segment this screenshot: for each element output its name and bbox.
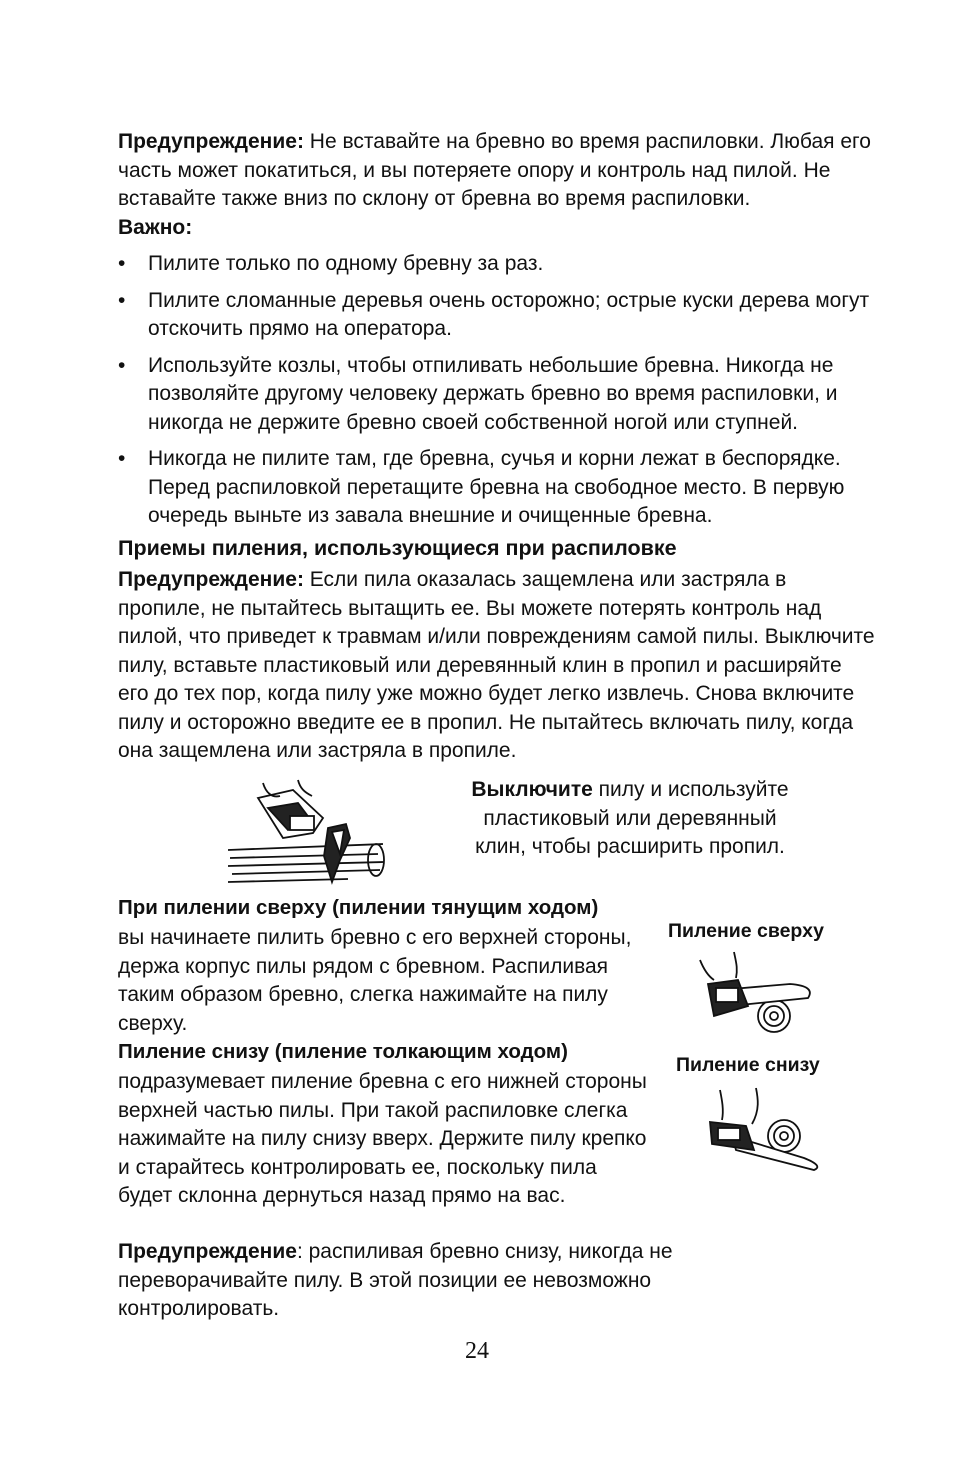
section-heading: Приемы пиления, использующиеся при распиловке <box>118 536 677 560</box>
bullet-icon: • <box>118 252 126 275</box>
undercut-illustration <box>696 1086 826 1174</box>
wedge-caption: Выключите пилу и используйте пластиковый или деревянный клин, чтобы расширить пропил. <box>471 778 789 858</box>
final-warning-label: Предупреждение <box>118 1240 297 1263</box>
final-warning <box>118 1238 678 1324</box>
undercut-heading: Пиление снизу (пиление толкающим ходом) <box>118 1040 568 1063</box>
overcut-figure-label: Пиление сверху <box>668 920 825 942</box>
list-item: • Используйте козлы, чтобы отпиливать небольшие бревна. Никогда не позволяйте другому человеку держать бревно во время распиловки, и никогда не держите бревно своей собственной ногой или ступней. <box>118 353 838 434</box>
overcut-text: вы начинаете пилить бревно с его верхней стороны, держа корпус пилы рядом с бревном. Распиливая таким образом бревно, слегка нажимайте на пилу сверху. <box>118 926 632 1035</box>
bullet-icon: • <box>118 288 126 312</box>
page-number: 24 <box>465 1338 489 1364</box>
intro-warning-text: Не вставайте на бревно во время распиловки. Любая его часть может покатиться, и вы потеряете опору и контроль над пилой. Не вставайте также вниз по склону от бревна во время распиловки. <box>118 130 871 210</box>
final-warning-text: : распиливая бревно снизу, никогда не переворачивайте пилу. В этой позиции ее невозможно контролировать. <box>118 1240 673 1320</box>
intro-warning-label: Предупреждение: <box>118 130 304 153</box>
overcut-illustration <box>690 950 820 1034</box>
important-label: Важно: <box>118 216 193 239</box>
chainsaw-wedge-illustration <box>228 778 388 890</box>
bullet-icon: • <box>118 447 126 470</box>
bullet-icon: • <box>118 353 126 377</box>
undercut-figure-label: Пиление снизу <box>676 1054 820 1076</box>
undercut-text: подразумевает пиление бревна с его нижней стороны верхней частью пилы. При такой распиловке слегка нажимайте на пилу снизу вверх. Держите пилу крепко и старайтесь контролировать ее, поскольку пила будет склонна дернуться назад прямо на вас. <box>118 1070 647 1207</box>
section-warning <box>118 566 878 766</box>
important-list <box>118 250 898 531</box>
section-warning-text: Если пила оказалась защемлена или застряла в пропиле, не пытайтесь вытащить ее. Вы можете потерять контроль над пилой, что приведет к травмам и/или повреждениям самой пилы. Выключите пилу, вставьте пластиковый или деревянный клин в пропил и расширяйте его до тех пор, когда пилу уже можно будет легко извлечь. Снова включите пилу и осторожно введите ее в пропил. Не пытайтесь включать пилу, когда она защемлена или застряла в пропиле. <box>118 568 875 762</box>
list-item: • Пилите сломанные деревья очень осторожно; острые куски дерева могут отскочить прямо на оператора. <box>118 288 870 340</box>
list-item: • Никогда не пилите там, где бревна, сучья и корни лежат в беспорядке. Перед распиловкой перетащите бревна на свободное место. В первую очередь выньте из завала внешние и очищенные бревна. <box>118 447 845 527</box>
overcut-heading: При пилении сверху (пилении тянущим ходом) <box>118 896 599 919</box>
intro-warning <box>118 128 893 214</box>
section-warning-label: Предупреждение: <box>118 568 304 591</box>
list-item: • Пилите только по одному бревну за раз. <box>118 250 898 279</box>
wedge-caption-bold: Выключите <box>471 778 593 801</box>
